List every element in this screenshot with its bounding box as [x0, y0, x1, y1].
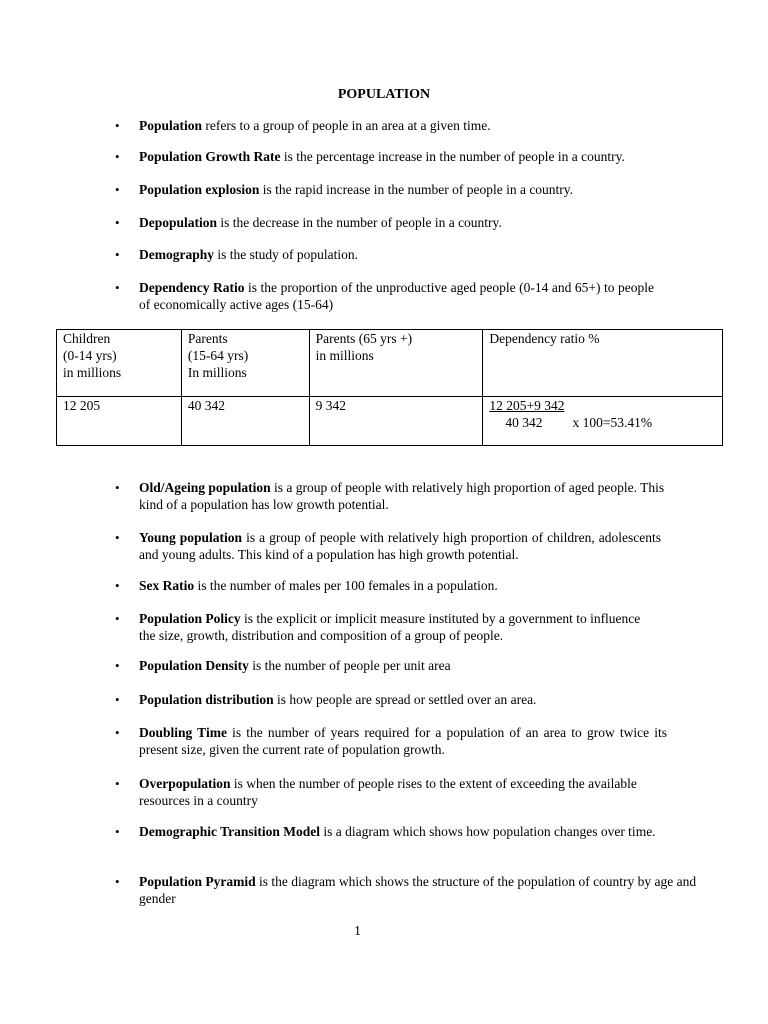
definition-term: Dependency Ratio [139, 280, 245, 295]
header-line: Dependency ratio % [489, 331, 600, 346]
definition-term: Depopulation [139, 215, 218, 230]
definition-sex-ratio [139, 577, 699, 594]
definition-population [139, 117, 699, 134]
definition-text: is a group of people with relatively high proportion of children, adolescents and young adults. This kind of a population has high growth potential. [139, 530, 661, 562]
definition-overpopulation [139, 775, 664, 809]
cell-dependency-ratio [483, 397, 723, 446]
definition-term: Population [139, 118, 203, 133]
definition-text: is the number of years required for a population of an area to grow twice its present size, given the current rate of population growth. [139, 725, 667, 757]
definition-term: Population Pyramid [139, 874, 256, 889]
definition-doubling-time [139, 724, 667, 758]
cell-children: 12 205 [57, 397, 182, 446]
definition-population-growth-rate [139, 148, 699, 165]
definition-text: is the number of males per 100 females in a population. [194, 578, 498, 593]
header-line: (0-14 yrs) [63, 348, 117, 363]
definition-text: is the diagram which shows the structure of the population of country by age and gender [139, 874, 697, 906]
definition-term: Demography [139, 247, 214, 262]
definition-term: Overpopulation [139, 776, 231, 791]
ratio-numerator: 12 205+9 342 [489, 398, 565, 413]
header-aged [309, 330, 483, 397]
header-line: in millions [315, 348, 374, 363]
header-line: Parents [187, 331, 228, 346]
header-children [57, 330, 182, 397]
definition-term: Doubling Time [139, 725, 227, 740]
header-line: Children [63, 331, 111, 346]
definition-text: is the explicit or implicit measure instituted by a government to influence the size, growth, distribution and composition of a group of people. [139, 611, 641, 643]
definition-term: Population Growth Rate [139, 149, 281, 164]
page-title: POPULATION [337, 87, 431, 102]
header-dependency-ratio [483, 330, 723, 397]
definition-demographic-transition-model [139, 823, 704, 840]
definition-ageing-population [139, 479, 669, 513]
definition-text: is the percentage increase in the number of people in a country. [280, 149, 625, 164]
definition-population-pyramid [139, 873, 704, 907]
definition-term: Demographic Transition Model [139, 824, 320, 839]
definition-term: Sex Ratio [139, 578, 195, 593]
cell-aged: 9 342 [309, 397, 483, 446]
definition-text: is the proportion of the unproductive aged people (0-14 and 65+) to people of economically active ages (15-64) [139, 280, 654, 312]
definition-population-policy [139, 610, 659, 644]
definition-population-explosion [139, 181, 699, 198]
page-number: 1 [354, 923, 361, 938]
definition-population-density [139, 657, 699, 674]
definition-text: is a diagram which shows how population changes over time. [320, 824, 656, 839]
header-line: Parents (65 yrs +) [315, 331, 413, 346]
header-line: (15-64 yrs) [187, 348, 249, 363]
header-line: In millions [187, 365, 247, 380]
table-header-row [57, 330, 723, 397]
cell-parents: 40 342 [181, 397, 309, 446]
header-line: in millions [63, 365, 122, 380]
definition-text: is the number of people per unit area [248, 658, 451, 673]
definition-term: Population distribution [139, 692, 274, 707]
definition-text: is how people are spread or settled over an area. [273, 692, 537, 707]
definition-text: is when the number of people rises to the extent of exceeding the available resources in a country [139, 776, 637, 808]
definition-term: Population explosion [139, 182, 260, 197]
definition-text: is the rapid increase in the number of people in a country. [259, 182, 574, 197]
definition-dependency-ratio [139, 279, 654, 313]
definition-text: is a group of people with relatively high proportion of aged people. This kind of a population has low growth potential. [139, 480, 665, 512]
definition-young-population [139, 529, 661, 563]
ratio-result: x 100=53.41% [572, 415, 653, 430]
table-row [57, 397, 723, 446]
dependency-ratio-table [56, 329, 723, 446]
definition-text: is the study of population. [214, 247, 358, 262]
header-parents [181, 330, 309, 397]
definition-term: Population Policy [139, 611, 241, 626]
definition-text: is the decrease in the number of people in a country. [217, 215, 502, 230]
definition-term: Population Density [139, 658, 249, 673]
definition-population-distribution [139, 691, 699, 708]
definition-demography [139, 246, 699, 263]
definition-term: Young population [139, 530, 243, 545]
definition-text: refers to a group of people in an area at a given time. [202, 118, 491, 133]
ratio-denominator: 40 342 [505, 415, 543, 430]
definition-term: Old/Ageing population [139, 480, 271, 495]
definition-depopulation [139, 214, 699, 231]
